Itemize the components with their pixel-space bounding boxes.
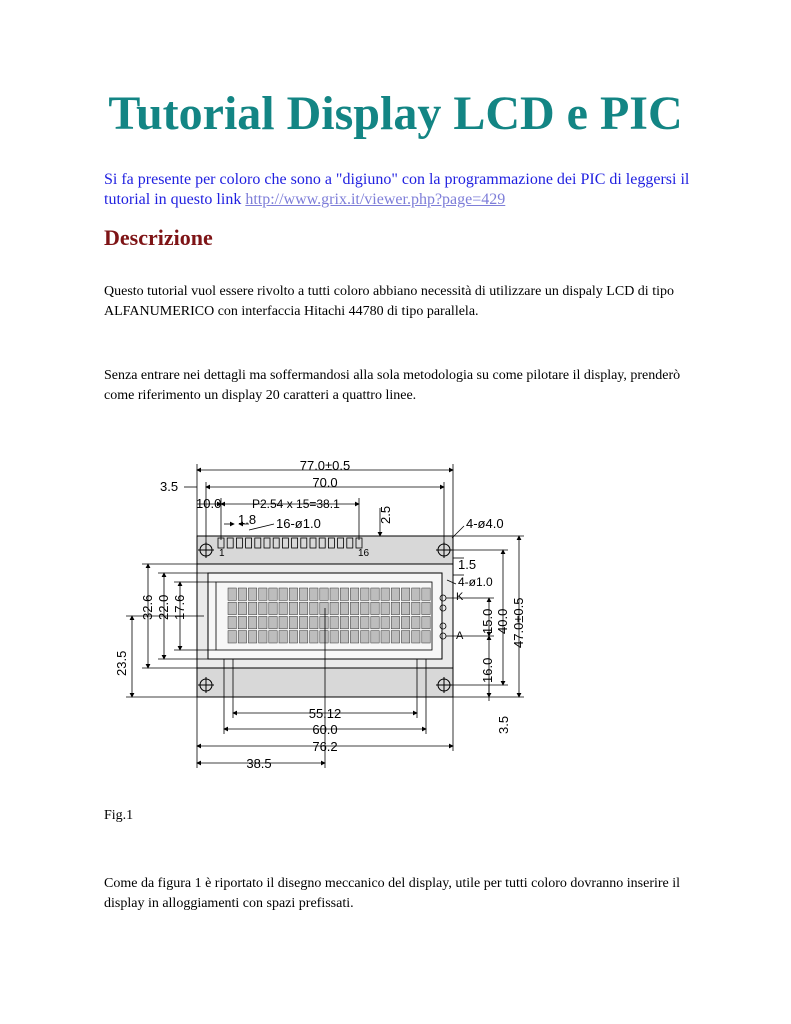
dim-view-76: 76.2 (312, 739, 338, 754)
character-cell (391, 588, 399, 600)
character-cell (330, 631, 338, 643)
character-cell (238, 616, 246, 628)
dim-h-3-5: 3.5 (496, 715, 511, 734)
dim-h-15-0: 15.0 (480, 608, 495, 634)
pin-1-label: 1 (219, 548, 225, 559)
dim-led-holes: 4-ø1.0 (458, 575, 493, 589)
dim-view-38: 38.5 (246, 756, 272, 771)
dim-h-32-6: 32.6 (140, 594, 155, 620)
character-cell (371, 616, 379, 628)
character-cell (320, 588, 328, 600)
character-cell (340, 602, 348, 614)
character-cell (401, 602, 409, 614)
character-cell (412, 616, 420, 628)
character-cell (238, 602, 246, 614)
character-cell (310, 616, 318, 628)
character-cell (289, 588, 297, 600)
character-cell (228, 588, 236, 600)
character-cell (259, 616, 267, 628)
character-cell (228, 602, 236, 614)
dim-h-16-0: 16.0 (480, 657, 495, 683)
dim-h-40-0: 40.0 (495, 608, 510, 634)
dim-h-17-6: 17.6 (172, 594, 187, 620)
character-cell (391, 616, 399, 628)
character-cell (391, 602, 399, 614)
dim-left-margin: 3.5 (160, 479, 179, 494)
character-cell (401, 588, 409, 600)
dim-led-offset: 1.5 (458, 557, 477, 572)
paragraph-1: Questo tutorial vuol essere rivolto a tutti coloro abbiano necessità di utilizzare un dispaly LCD di tipo ALFANUMERICO con interfaccia Hitachi 44780 di tipo parallela. (104, 284, 674, 319)
dim-h-23-5: 23.5 (114, 650, 129, 676)
character-cell (248, 602, 256, 614)
character-cell (269, 588, 277, 600)
character-cell (330, 588, 338, 600)
dim-mount-holes: 4-ø4.0 (466, 516, 504, 531)
character-cell (310, 602, 318, 614)
pin-16-label: 16 (358, 548, 370, 559)
character-cell (371, 631, 379, 643)
character-cell (371, 588, 379, 600)
character-cell (259, 588, 267, 600)
character-cell (350, 616, 358, 628)
character-cell (289, 631, 297, 643)
character-cell (248, 616, 256, 628)
character-cell (401, 616, 409, 628)
character-cell (228, 631, 236, 643)
character-cell (279, 616, 287, 628)
character-cell (422, 616, 430, 628)
character-cell (422, 631, 430, 643)
page-title: Tutorial Display LCD e PIC (108, 87, 683, 140)
dim-view-55: 55.12 (308, 706, 342, 721)
dim-h-22-0: 22.0 (156, 594, 171, 620)
character-cell (412, 588, 420, 600)
character-cell (269, 631, 277, 643)
character-cell (320, 602, 328, 614)
section-heading: Descrizione (104, 225, 213, 250)
character-cell (310, 631, 318, 643)
character-cell (279, 602, 287, 614)
character-cell (299, 616, 307, 628)
character-cell (381, 631, 389, 643)
character-cell (289, 602, 297, 614)
character-cell (279, 631, 287, 643)
character-cell (259, 602, 267, 614)
character-cell (361, 616, 369, 628)
character-cell (299, 602, 307, 614)
character-cell (422, 602, 430, 614)
character-cell (401, 631, 409, 643)
character-cell (412, 602, 420, 614)
character-cell (330, 602, 338, 614)
dim-pin-pitch: P2.54 x 15=38.1 (252, 497, 340, 511)
character-cell (371, 602, 379, 614)
paragraph-3: Come da figura 1 è riportato il disegno meccanico del display, utile per tutti coloro dovranno inserire il display in alloggiamenti con spazi prefissati. (104, 876, 681, 911)
lcd-mechanical-drawing (104, 458, 544, 776)
character-cell (238, 588, 246, 600)
character-cell (259, 631, 267, 643)
paragraph-2: Senza entrare nei dettagli ma soffermandosi alla sola metodologia su come pilotare il display, prenderò come riferimento un display 20 caratteri a quattro linee. (104, 368, 681, 403)
character-cell (381, 602, 389, 614)
dim-pin-offset: 10.0 (196, 496, 222, 511)
character-cell (320, 631, 328, 643)
dim-top-edge: 2.5 (378, 505, 393, 524)
intro-text: Si fa presente per coloro che sono a "digiuno" con la programmazione dei PIC di leggersi il tutorial in questo link (104, 171, 690, 208)
character-cell (310, 588, 318, 600)
dim-pin-holes: 16-ø1.0 (276, 516, 321, 531)
tutorial-link[interactable]: http://www.grix.it/viewer.php?page=429 (245, 191, 506, 208)
intro-paragraph (104, 170, 694, 210)
character-cell (340, 616, 348, 628)
label-a: A (456, 630, 464, 642)
character-cell (238, 631, 246, 643)
label-k: K (456, 591, 464, 603)
character-cell (361, 602, 369, 614)
character-cell (350, 631, 358, 643)
figure-caption: Fig.1 (104, 808, 134, 823)
character-cell (340, 631, 348, 643)
character-cell (248, 631, 256, 643)
dim-view-60: 60.0 (312, 722, 338, 737)
character-cell (330, 616, 338, 628)
dim-hole-spacing: 70.0 (312, 475, 338, 490)
character-cell (381, 588, 389, 600)
character-cell (299, 631, 307, 643)
character-cell (412, 631, 420, 643)
character-cell (350, 588, 358, 600)
dim-overall-width: 77.0±0.5 (299, 458, 351, 473)
character-cell (279, 588, 287, 600)
character-cell (299, 588, 307, 600)
character-cell (422, 588, 430, 600)
character-cell (391, 631, 399, 643)
character-cell (228, 616, 236, 628)
character-cell (289, 616, 297, 628)
character-cell (350, 602, 358, 614)
character-cell (340, 588, 348, 600)
dim-h-47-0: 47.0±0.5 (511, 597, 526, 648)
character-cell (381, 616, 389, 628)
character-cell (361, 631, 369, 643)
character-cell (320, 616, 328, 628)
dim-pin-width: 1.8 (238, 512, 257, 527)
character-cell (248, 588, 256, 600)
character-cell (269, 602, 277, 614)
character-cell (361, 588, 369, 600)
character-cell (269, 616, 277, 628)
